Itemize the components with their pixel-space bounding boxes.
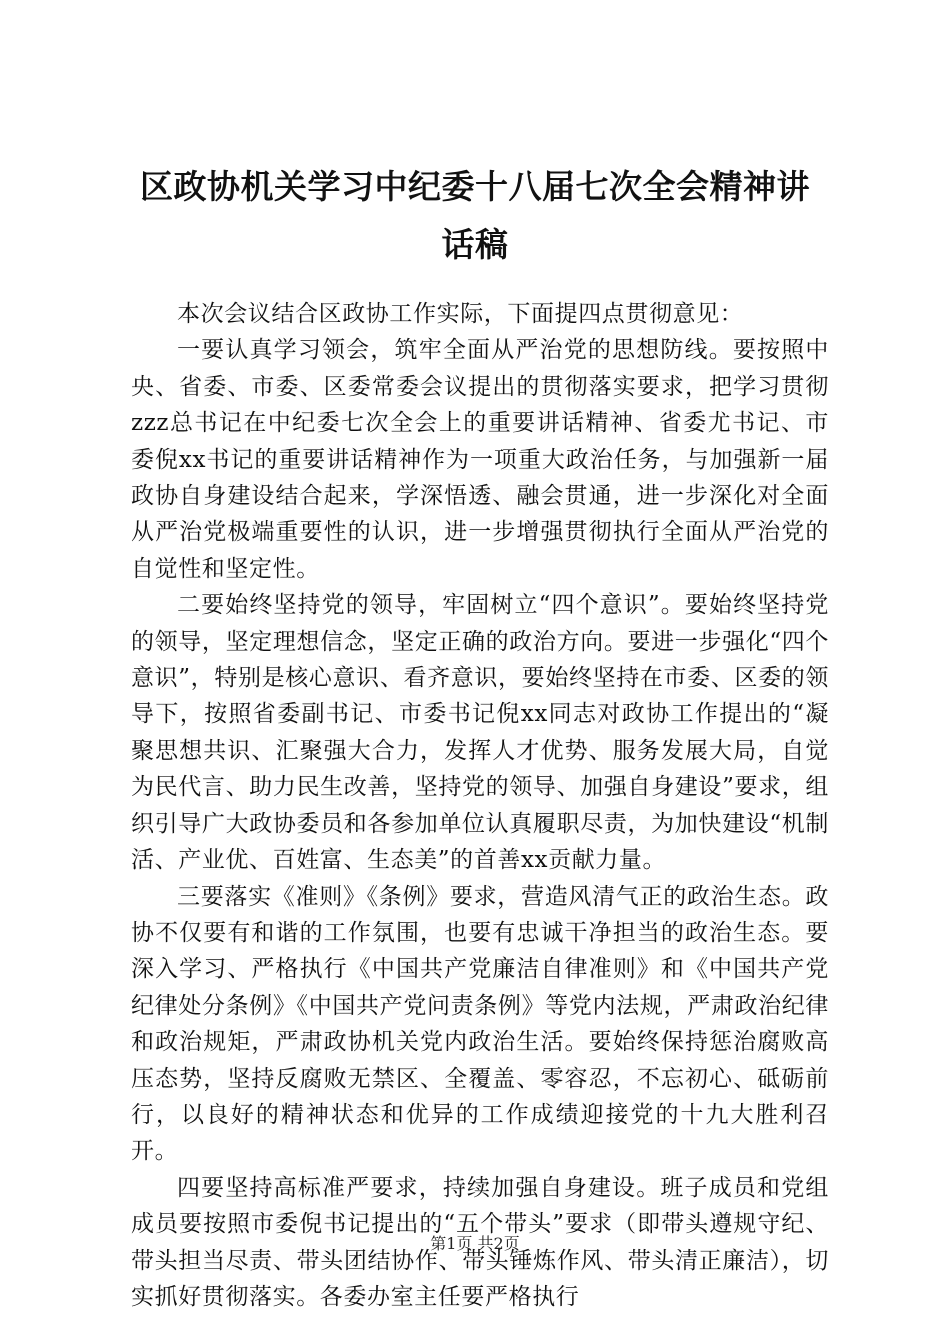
document-body bbox=[131, 296, 829, 1315]
page-number-footer: 第1页 共2页 bbox=[430, 1234, 520, 1253]
document-title: 区政协机关学习中纪委十八届七次全会精神讲话稿 bbox=[140, 167, 810, 264]
paragraph-point-1: 一要认真学习领会，筑牢全面从严治党的思想防线。要按照中央、省委、市委、区委常委会议提出的贯彻落实要求，把学习贯彻zzz总书记在中纪委七次全会上的重要讲话精神、省委尤书记、市委倪xx书记的重要讲话精神作为一项重大政治任务，与加强新一届政协自身建设结合起来，学深悟透、融会贯通，进一步深化对全面从严治党极端重要性的认识，进一步增强贯彻执行全面从严治党的自觉性和坚定性。 bbox=[131, 337, 829, 582]
paragraph-point-4: 四要坚持高标准严要求，持续加强自身建设。班子成员和党组成员要按照市委倪书记提出的“五个带头”要求（即带头遵规守纪、带头担当尽责、带头团结协作、带头锤炼作风、带头清正廉洁），切实抓好贯彻落实。各委办室主任要严格执行 bbox=[131, 1174, 829, 1310]
paragraph-point-2: 二要始终坚持党的领导，牢固树立“四个意识”。要始终坚持党的领导，坚定理想信念，坚定正确的政治方向。要进一步强化“四个意识”，特别是核心意识、看齐意识，要始终坚持在市委、区委的领导下，按照省委副书记、市委书记倪xx同志对政协工作提出的“凝聚思想共识、汇聚强大合力，发挥人才优势、服务发展大局，自觉为民代言、助力民生改善，坚持党的领导、加强自身建设”要求，组织引导广大政协委员和各参加单位认真履职尽责，为加快建设“机制活、产业优、百姓富、生态美”的首善xx贡献力量。 bbox=[131, 592, 829, 874]
paragraph-intro: 本次会议结合区政协工作实际，下面提四点贯彻意见： bbox=[177, 301, 744, 327]
paragraph-point-3: 三要落实《准则》《条例》要求，营造风清气正的政治生态。政协不仅要有和谐的工作氛围，也要有忠诚干净担当的政治生态。要深入学习、严格执行《中国共产党廉洁自律准则》和《中国共产党纪律处分条例》《中国共产党问责条例》等党内法规，严肃政治纪律和政治规矩，严肃政协机关党内政治生活。要始终保持惩治腐败高压态势，坚持反腐败无禁区、全覆盖、零容忍，不忘初心、砥砺前行，以良好的精神状态和优异的工作成绩迎接党的十九大胜利召开。 bbox=[131, 883, 829, 1165]
